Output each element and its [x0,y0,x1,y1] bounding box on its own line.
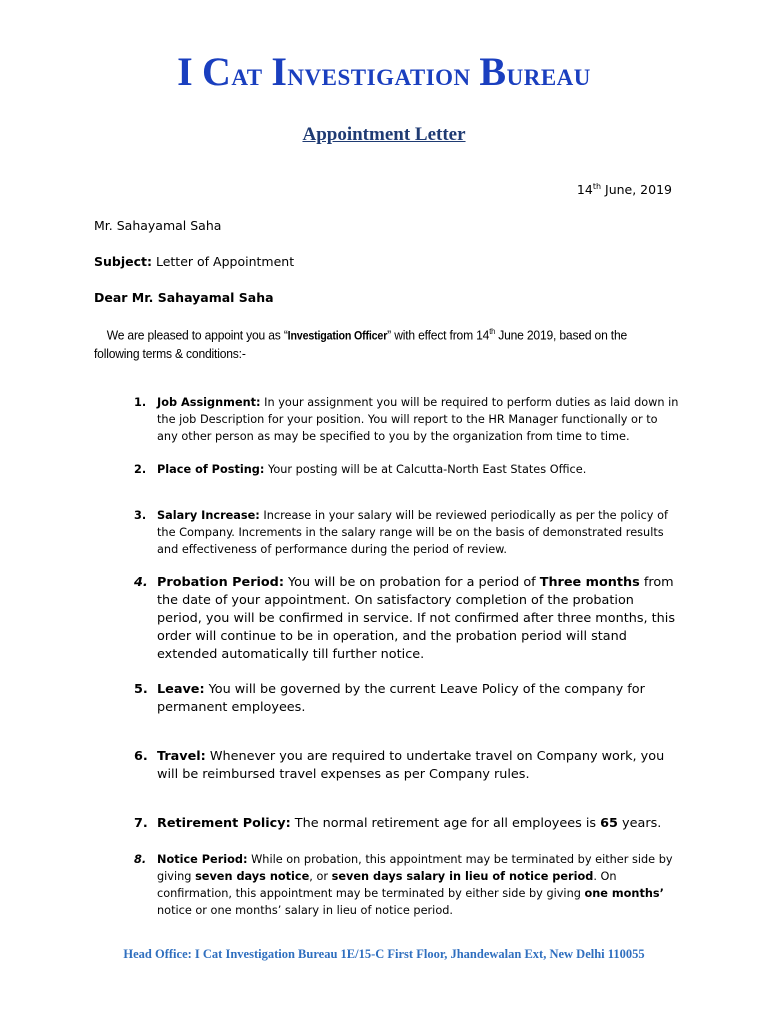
letter-date: 14th June, 2019 [576,182,672,198]
term-job-assignment: 1. Job Assignment: In your assignment you will be required to perform duties as laid down in the job Description for your position. You will report to the HR Manager functionally or to any other person as may be specified to you by the organization from time to time. [134,396,679,443]
term-place-of-posting: 2. Place of Posting: Your posting will be at Calcutta-North East States Office. [134,463,587,476]
document-title: Appointment Letter [302,124,466,145]
footer-address: Head Office: I Cat Investigation Bureau 1E/15-C First Floor, Jhandewalan Ext, New Delhi 110055 [123,947,645,961]
term-notice-period: 8. Notice Period: While on probation, this appointment may be terminated by either side by giving seven days notice, or seven days salary in lieu of notice period. On confirmation, this appointment may be terminated by either side by giving one months’ notice or one months’ salary in lieu of notice period. [134,853,673,917]
company-name: I Cat Investigation Bureau [177,49,591,94]
intro-paragraph: We are pleased to appoint you as “Investigation Officer” with effect from 14th June 2019, based on the following terms & conditions:- [94,327,628,362]
subject-line: Subject: Letter of Appointment [94,254,295,269]
salutation: Dear Mr. Sahayamal Saha [94,290,274,305]
term-salary-increase: 3. Salary Increase: Increase in your salary will be reviewed periodically as per the policy of the Company. Increments in the salary range will be on the basis of demonstrated results and effectiveness of performance during the period of review. [134,509,668,556]
term-probation-period: 4. Probation Period: You will be on probation for a period of Three months from the date of your appointment. On satisfactory completion of the probation period, you will be confirmed in service. If not confirmed after three months, this order will continue to be in operation, and the probation period will stand extended automatically till further notice. [134,575,675,662]
term-travel: 6. Travel: Whenever you are required to undertake travel on Company work, you will be reimbursed travel expenses as per Company rules. [134,749,665,782]
term-retirement-policy: 7. Retirement Policy: The normal retirement age for all employees is 65 years. [134,816,662,831]
term-leave: 5. Leave: You will be governed by the current Leave Policy of the company for permanent employees. [134,682,645,715]
recipient-name: Mr. Sahayamal Saha [94,218,222,233]
